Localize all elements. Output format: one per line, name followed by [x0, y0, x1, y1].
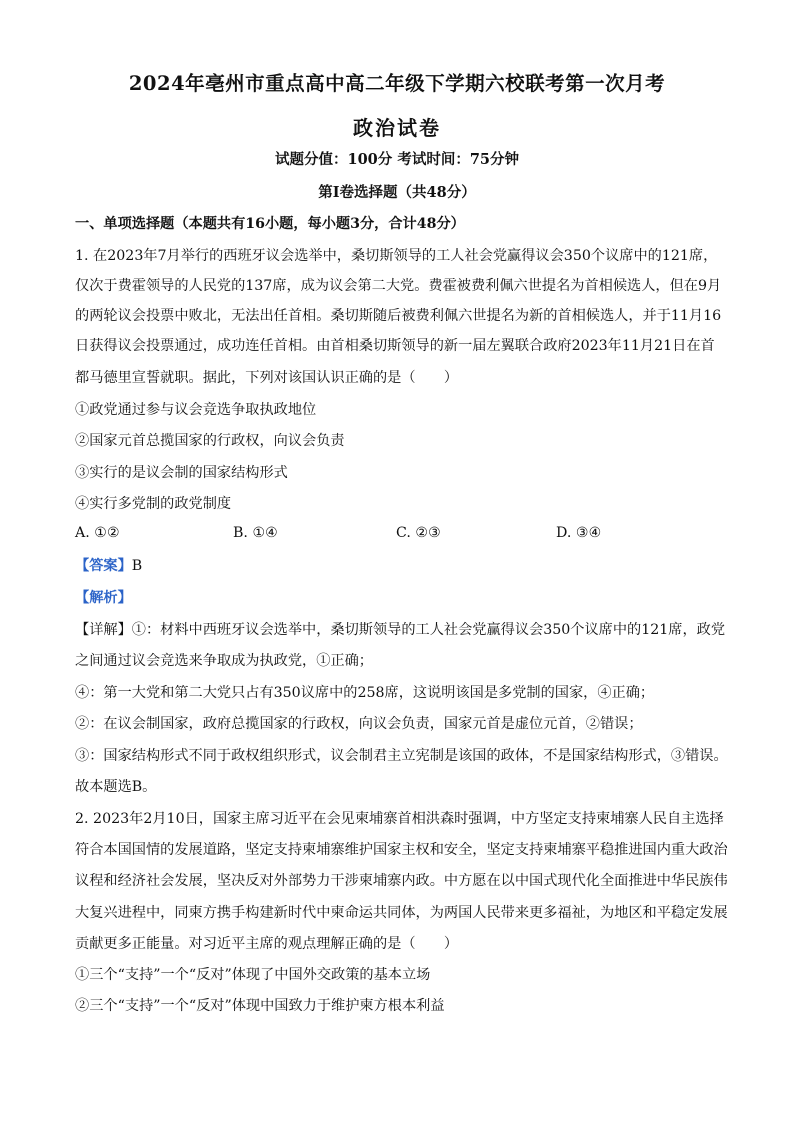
q1-option-d: D. ③④	[556, 525, 602, 541]
q1-statement: ①政党通过参与议会竞选争取执政地位	[75, 402, 317, 418]
q1-detail-line: ④：第一大党和第二大党只占有350议席中的258席，这说明该国是多党制的国家，④正确；	[75, 685, 655, 701]
q1-analysis	[75, 587, 132, 607]
q2-statement: ②三个“支持”一个“反对”体现中国致力于维护柬方根本利益	[75, 998, 445, 1014]
q1-option-a: A. ①②	[75, 525, 120, 541]
q1-statement: ②国家元首总揽国家的行政权，向议会负责	[75, 433, 345, 449]
section-heading: 一、单项选择题（本题共有16小题，每小题3分，合计48分）	[75, 216, 465, 232]
detail-text: ①：材料中西班牙议会选举中，桑切斯领导的工人社会党赢得议会350个议席中的121席，政党	[131, 622, 726, 638]
part-heading: 第Ⅰ卷选择题（共48分）	[318, 184, 476, 201]
q2-stem-line: 议程和经济社会发展，坚决反对外部势力干涉柬埔寨内政。中方愿在以中国式现代化全面推进中华民族伟	[75, 873, 728, 889]
q1-detail-line	[75, 619, 725, 639]
q1-answer	[75, 555, 142, 575]
q1-detail-line: 之间通过议会竞选来争取成为执政党，①正确；	[75, 653, 373, 669]
q1-stem-line: 日获得议会投票通过，成功连任首相。由首相桑切斯领导的新一届左翼联合政府2023年11月21日在首	[75, 338, 715, 354]
q1-detail-line: 故本题选B。	[75, 779, 157, 795]
q2-stem-line: 贡献更多正能量。对习近平主席的观点理解正确的是（ ）	[75, 936, 459, 952]
q1-stem-line: 都马德里宣誓就职。据此，下列对该国认识正确的是（ ）	[75, 370, 459, 386]
exam-title: 2024年亳州市重点高中高二年级下学期六校联考第一次月考	[128, 72, 666, 95]
q1-detail-line: ③：国家结构形式不同于政权组织形式，议会制君主立宪制是该国的政体，不是国家结构形式，③错误。	[75, 748, 728, 764]
answer-tag: 【答案】	[75, 558, 132, 574]
q2-stem-line: 大复兴进程中，同柬方携手构建新时代中柬命运共同体，为两国人民带来更多福祉，为地区和平稳定发展	[75, 905, 728, 921]
q2-statement: ①三个“支持”一个“反对”体现了中国外交政策的基本立场	[75, 967, 431, 983]
q1-statement: ④实行多党制的政党制度	[75, 496, 232, 512]
q1-stem-line: 1. 在2023年7月举行的西班牙议会选举中，桑切斯领导的工人社会党赢得议会350个议席中的121席，	[75, 248, 718, 264]
q2-stem-line: 2. 2023年2月10日，国家主席习近平在会见柬埔寨首相洪森时强调，中方坚定支持柬埔寨人民自主选择	[75, 811, 724, 827]
q1-detail-line: ②：在议会制国家，政府总揽国家的行政权，向议会负责，国家元首是虚位元首，②错误；	[75, 716, 643, 732]
q1-option-c: C. ②③	[396, 525, 441, 541]
detail-tag: 【详解】	[75, 622, 132, 638]
q1-statement: ③实行的是议会制的国家结构形式	[75, 465, 288, 481]
q1-stem-line: 仅次于费霍领导的人民党的137席，成为议会第二大党。费霍被费利佩六世提名为首相候选人，但在9月	[75, 278, 722, 294]
q1-option-b: B. ①④	[233, 525, 278, 541]
exam-meta: 试题分值：100分 考试时间：75分钟	[275, 151, 519, 168]
exam-subtitle: 政治试卷	[353, 116, 441, 140]
q2-stem-line: 符合本国国情的发展道路，坚定支持柬埔寨维护国家主权和安全，坚定支持柬埔寨平稳推进国内重大政治	[75, 842, 728, 858]
analysis-tag: 【解析】	[75, 590, 132, 606]
q1-stem-line: 的两轮议会投票中败北，无法出任首相。桑切斯随后被费利佩六世提名为新的首相候选人，并于11月16	[75, 308, 722, 324]
answer-value: B	[131, 558, 143, 574]
